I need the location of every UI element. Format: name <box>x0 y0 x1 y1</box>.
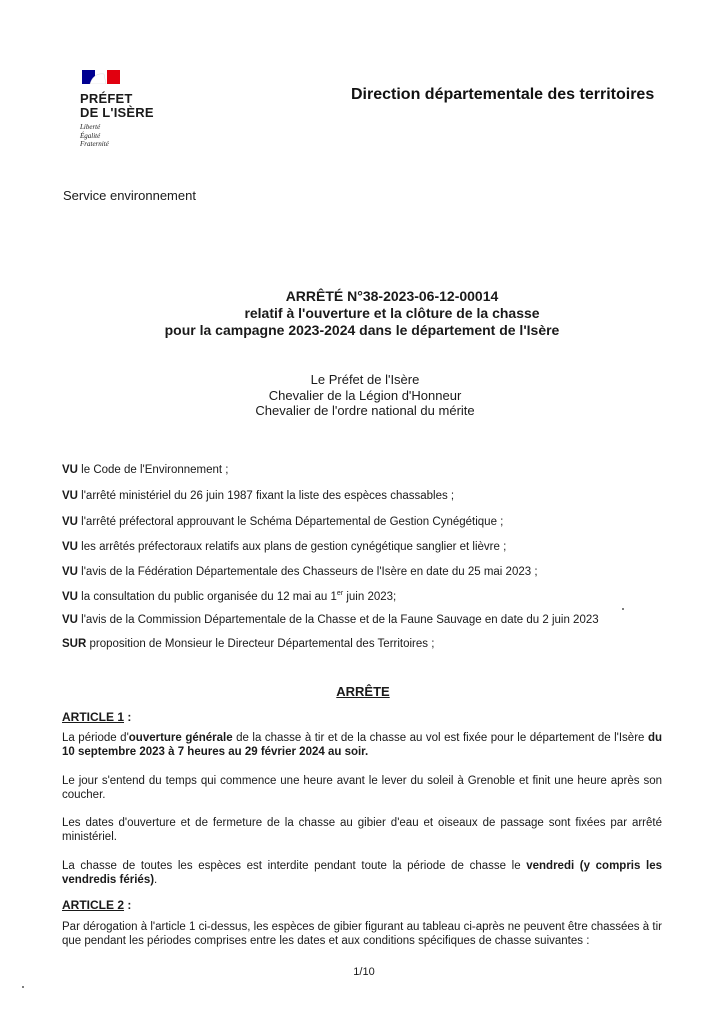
logo-title <box>80 92 154 120</box>
visa-text: l'avis de la Fédération Départementale des Chasseurs de l'Isère en date du 25 mai 2023 ; <box>77 566 538 578</box>
visa-lead: VU <box>62 566 78 578</box>
visa-text: le Code de l'Environnement ; <box>77 464 229 476</box>
text-run: La période d' <box>62 732 129 744</box>
visa-lead: VU <box>62 541 78 553</box>
visa-text: l'arrêté préfectoral approuvant le Schéma Départemental de Gestion Cynégétique ; <box>77 516 504 528</box>
visa-text: les arrêtés préfectoraux relatifs aux plans de gestion cynégétique sanglier et lièvre ; <box>77 541 507 553</box>
article-2-title <box>62 898 131 912</box>
scan-speck <box>622 608 624 610</box>
prefet-line-2: Chevalier de la Légion d'Honneur <box>268 387 462 403</box>
visa-lead: VU <box>62 464 78 476</box>
article-2-paragraph-1: Par dérogation à l'article 1 ci-dessus, les espèces de gibier figurant au tableau ci-après ne peuvent être chassées à tir que pendant les périodes comprises entre les dates et aux conditions spécifiques de chasse suivantes : <box>62 921 662 947</box>
visa-text: l'arrêté ministériel du 26 juin 1987 fixant la liste des espèces chassables ; <box>77 490 455 502</box>
arrete-subject-line-2: pour la campagne 2023-2024 dans le département de l'Isère <box>164 322 560 338</box>
visa-line <box>62 464 229 476</box>
scan-speck <box>22 986 24 988</box>
visa-line <box>62 516 503 528</box>
visa-line <box>62 490 454 502</box>
text-run: . <box>154 874 158 886</box>
visa-lead: VU <box>62 614 78 626</box>
article-1-title <box>62 710 131 724</box>
article-1-paragraph-1 <box>62 731 662 759</box>
article-2-label: ARTICLE 2 <box>62 898 125 912</box>
article-1-paragraph-2: Le jour s'entend du temps qui commence une heure avant le lever du soleil à Grenoble et finit une heure après son coucher. <box>62 775 662 801</box>
arrete-number: ARRÊTÉ N°38-2023-06-12-00014 <box>285 288 499 304</box>
visa-lead: VU <box>62 516 78 528</box>
article-1-label: ARTICLE 1 <box>62 710 125 724</box>
direction-title: Direction départementale des territoires <box>351 86 655 103</box>
logo-motto <box>80 123 109 149</box>
visa-line <box>62 614 599 626</box>
visa-lead: VU <box>62 490 78 502</box>
visa-text: l'avis de la Commission Départementale de la Chasse et de la Faune Sauvage en date du 2 juin 2023 <box>77 614 599 626</box>
text-run: La chasse de toutes les espèces est interdite pendant toute la période de chasse le <box>62 860 527 872</box>
arrete-subject-line-1: relatif à l'ouverture et la clôture de la chasse <box>244 305 540 321</box>
text-run-bold: vendredi (y compris les vendredis fériés) <box>62 860 663 886</box>
text-run: de la chasse à tir et de la chasse au vol est fixée pour le département de l'Isère <box>232 732 648 744</box>
article-2-suffix: : <box>124 898 132 912</box>
visa-line <box>62 566 538 578</box>
prefet-line-1: Le Préfet de l'Isère <box>310 372 420 387</box>
visa-text: la consultation du public organisée du 12 mai au 1er juin 2023; <box>77 590 397 603</box>
arrete-heading-text: ARRÊTE <box>336 684 390 699</box>
prefet-line-3: Chevalier de l'ordre national du mérite <box>255 403 475 418</box>
article-1-suffix: : <box>124 710 132 724</box>
motto-fraternite: Fraternité <box>80 140 109 148</box>
service-label: Service environnement <box>63 188 196 203</box>
visa-line <box>62 638 434 650</box>
arrete-heading <box>0 684 724 699</box>
motto-liberte: Liberté <box>80 123 101 131</box>
text-run-bold: du 10 septembre 2023 à 7 heures au 29 février 2024 au soir. <box>62 732 662 758</box>
text-run-bold: ouverture générale <box>128 732 233 744</box>
arrete-title <box>0 288 724 339</box>
motto-egalite: Égalité <box>80 131 101 140</box>
page-number-text: 1/10 <box>353 966 375 978</box>
article-1-paragraph-4 <box>62 859 662 887</box>
marianne-flag-icon <box>82 70 122 84</box>
prefet-titles <box>0 372 724 419</box>
logo-line-1: PRÉFET <box>80 91 133 106</box>
visa-line <box>62 541 506 553</box>
visa-lead: SUR <box>62 638 87 650</box>
visa-text: proposition de Monsieur le Directeur Départemental des Territoires ; <box>86 638 435 650</box>
logo-line-2: DE L'ISÈRE <box>80 105 154 120</box>
page-number <box>0 966 724 978</box>
visa-lead: VU <box>62 590 78 603</box>
article-1-paragraph-3: Les dates d'ouverture et de fermeture de la chasse au gibier d'eau et oiseaux de passage sont fixées par arrêté ministériel. <box>62 817 662 843</box>
visa-line <box>62 590 396 603</box>
